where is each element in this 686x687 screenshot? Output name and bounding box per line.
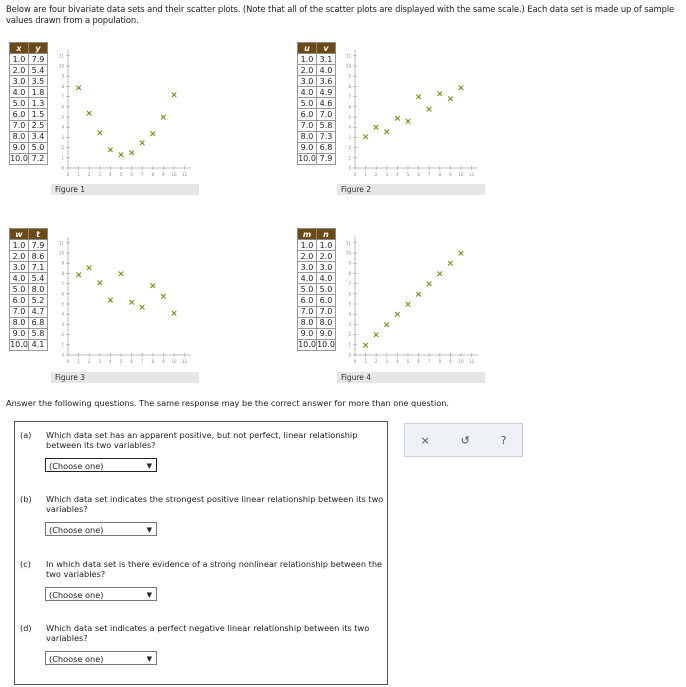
- x-tick-label: 2: [87, 172, 91, 177]
- instructions: Answer the following questions. The same response may be the correct answer for more than one question.: [6, 398, 450, 408]
- question-label: (a): [20, 430, 32, 440]
- question-label: (d): [20, 623, 32, 633]
- dataset-3: [9, 228, 48, 351]
- y-tick-label: 6: [348, 104, 351, 110]
- x-tick-label: 11: [469, 172, 475, 177]
- x-tick-label: 9: [162, 359, 165, 364]
- x-tick-label: 11: [182, 359, 188, 364]
- x-tick-label: 7: [140, 172, 144, 177]
- data-point: ×: [372, 123, 380, 134]
- y-tick-label: 7: [61, 281, 64, 287]
- y-tick-label: 7: [348, 94, 351, 100]
- x-tick-label: 11: [469, 359, 475, 364]
- y-tick-label: 0: [348, 352, 351, 358]
- figure-label: Figure 1: [55, 185, 86, 194]
- y-tick-label: 3: [61, 134, 64, 140]
- data-point: ×: [361, 340, 370, 351]
- y-tick-label: 10: [345, 250, 351, 256]
- y-tick-label: 9: [348, 260, 351, 266]
- data-point: ×: [138, 303, 146, 314]
- x-tick-label: 9: [449, 359, 452, 364]
- x-tick-label: 6: [417, 172, 420, 177]
- x-tick-label: 3: [98, 172, 102, 177]
- data-point: ×: [106, 145, 115, 156]
- data-point: ×: [457, 249, 465, 259]
- y-tick-label: 4: [61, 311, 64, 317]
- data-point: ×: [425, 279, 433, 290]
- dataset-2: [297, 42, 336, 165]
- x-tick-label: 5: [406, 172, 410, 177]
- x-tick-label: 1: [77, 359, 80, 364]
- data-point: ×: [372, 330, 380, 341]
- data-point: ×: [393, 114, 402, 125]
- x-tick-label: 8: [151, 359, 155, 364]
- data-table: x y 1.0 7.9 2.0 5.4 3.0 3.5 4.0 1.8 5.0 1.3 6.0 1.5 7.0 2.5 8.0 3.4 9.0 5.0 10.0 7.2: [9, 42, 48, 165]
- y-tick-label: 3: [348, 321, 351, 327]
- x-tick-label: 10: [458, 359, 464, 364]
- y-tick-label: 0: [61, 352, 64, 358]
- x-tick-label: 8: [438, 172, 442, 177]
- data-point: ×: [446, 259, 455, 270]
- question-text: In which data set is there evidence of a strong nonlinear relationship between the two variables?: [46, 559, 383, 579]
- question-text: Which data set indicates the strongest positive linear relationship between its two variables?: [46, 494, 384, 514]
- question-label: (c): [20, 559, 31, 569]
- data-point: ×: [383, 127, 391, 138]
- y-tick-label: 11: [58, 240, 64, 246]
- data-table: u v 1.0 3.1 2.0 4.0 3.0 3.6 4.0 4.9 5.0 4.6 6.0 7.0 7.0 5.8 8.0 7.3 9.0 6.8 10.0 7.9: [297, 42, 336, 165]
- data-table: w t 1.0 7.9 2.0 8.6 3.0 7.1 4.0 5.4 5.0 8.0 6.0 5.2 7.0 4.7 8.0 6.8 9.0 5.8 10.0 4.1: [9, 228, 48, 351]
- data-point: ×: [170, 90, 178, 101]
- data-point: ×: [404, 300, 412, 310]
- data-point: ×: [436, 269, 444, 280]
- x-tick-label: 10: [458, 172, 464, 177]
- data-point: ×: [383, 320, 391, 331]
- x-tick-label: 4: [109, 359, 112, 364]
- data-point: ×: [149, 281, 157, 292]
- answer-select-a[interactable]: (Choose one) ▼: [45, 458, 157, 472]
- intro-text: Below are four bivariate data sets and their scatter plots. (Note that all of the scatter plots are displayed with the same scale.) Each data set is made up of sample values drawn from a population.: [6, 4, 675, 25]
- x-tick-label: 7: [427, 359, 431, 364]
- scatter-plot-1: [60, 48, 200, 178]
- y-tick-label: 11: [345, 53, 351, 59]
- x-tick-label: 8: [151, 172, 155, 177]
- x-tick-label: 3: [98, 359, 102, 364]
- figure-label: Figure 2: [341, 185, 372, 194]
- y-tick-label: 2: [61, 332, 64, 338]
- dataset-1: [9, 42, 48, 165]
- answer-select-c[interactable]: (Choose one) ▼: [45, 587, 157, 601]
- x-tick-label: 7: [140, 359, 144, 364]
- data-point: ×: [404, 117, 412, 128]
- x-tick-label: 1: [364, 359, 367, 364]
- y-tick-label: 6: [61, 104, 64, 110]
- y-tick-label: 11: [345, 240, 351, 246]
- y-tick-label: 9: [348, 73, 351, 79]
- x-tick-label: 2: [87, 359, 91, 364]
- y-tick-label: 6: [61, 291, 64, 297]
- scatter-plot-3: [60, 235, 200, 365]
- y-tick-label: 5: [348, 114, 351, 120]
- question-box: [14, 421, 388, 685]
- x-tick-label: 0: [66, 359, 70, 364]
- data-table: m n 1.0 1.0 2.0 2.0 3.0 3.0 4.0 4.0 5.0 5.0 6.0 6.0 7.0 7.0 8.0 8.0 9.0 9.0 10.0 10.0: [298, 229, 335, 350]
- x-tick-label: 1: [77, 172, 80, 177]
- x-tick-label: 0: [66, 172, 70, 177]
- question-text: Which data set indicates a perfect negative linear relationship between its two variables?: [46, 623, 370, 643]
- y-tick-label: 10: [58, 63, 64, 69]
- x-tick-label: 4: [396, 172, 399, 177]
- y-tick-label: 8: [348, 270, 351, 276]
- y-tick-label: 11: [58, 53, 64, 59]
- scatter-plot-4: [347, 235, 487, 365]
- x-tick-label: 5: [406, 359, 410, 364]
- x-tick-label: 4: [109, 172, 112, 177]
- x-tick-label: 6: [417, 359, 420, 364]
- y-tick-label: 1: [61, 155, 64, 161]
- y-tick-label: 0: [348, 165, 351, 171]
- question-text: Which data set has an apparent positive, but not perfect, linear relationship between its two variables?: [46, 430, 358, 450]
- y-tick-label: 10: [58, 250, 64, 256]
- data-point: ×: [138, 138, 146, 149]
- x-tick-label: 11: [182, 172, 188, 177]
- y-tick-label: 7: [348, 281, 351, 287]
- data-point: ×: [425, 104, 433, 115]
- y-tick-label: 5: [348, 301, 351, 307]
- figure-label: Figure 3: [55, 373, 86, 382]
- y-tick-label: 2: [348, 145, 351, 151]
- y-tick-label: 1: [61, 342, 64, 348]
- y-tick-label: 5: [61, 114, 64, 120]
- x-tick-label: 2: [374, 359, 378, 364]
- data-point: ×: [117, 269, 125, 280]
- data-point: ×: [457, 83, 465, 94]
- figure-label: Figure 4: [341, 373, 372, 382]
- y-tick-label: 8: [61, 83, 64, 89]
- y-tick-label: 6: [348, 291, 351, 297]
- x-tick-label: 10: [171, 172, 177, 177]
- undo-button[interactable]: ↺: [460, 433, 470, 447]
- y-tick-label: 9: [61, 260, 64, 266]
- clear-button[interactable]: ×: [420, 433, 430, 447]
- x-tick-label: 5: [119, 359, 123, 364]
- answer-select-d[interactable]: (Choose one) ▼: [45, 651, 157, 665]
- y-tick-label: 9: [61, 73, 64, 79]
- scatter-plot-2: [347, 48, 487, 178]
- y-tick-label: 4: [348, 311, 351, 317]
- y-tick-label: 0: [61, 165, 64, 171]
- y-tick-label: 10: [345, 63, 351, 69]
- data-point: ×: [414, 92, 423, 103]
- x-tick-label: 8: [438, 359, 442, 364]
- y-tick-label: 4: [348, 124, 351, 130]
- y-tick-label: 5: [61, 301, 64, 307]
- data-point: ×: [159, 291, 168, 302]
- x-tick-label: 4: [396, 359, 399, 364]
- data-point: ×: [127, 148, 136, 159]
- data-point: ×: [393, 310, 402, 321]
- dataset-4: [297, 228, 336, 351]
- x-tick-label: 3: [385, 172, 389, 177]
- x-tick-label: 9: [162, 172, 165, 177]
- data-point: ×: [149, 129, 157, 140]
- x-tick-label: 3: [385, 359, 389, 364]
- data-point: ×: [96, 278, 104, 289]
- data-point: ×: [85, 263, 93, 274]
- data-point: ×: [446, 94, 455, 105]
- data-point: ×: [96, 128, 104, 139]
- data-point: ×: [106, 295, 115, 306]
- x-tick-label: 10: [171, 359, 177, 364]
- data-point: ×: [127, 297, 136, 308]
- action-panel: [404, 423, 523, 457]
- y-tick-label: 1: [348, 155, 351, 161]
- x-tick-label: 0: [353, 359, 357, 364]
- data-point: ×: [74, 270, 83, 281]
- x-tick-label: 9: [449, 172, 452, 177]
- data-point: ×: [170, 309, 178, 320]
- question-label: (b): [20, 494, 32, 504]
- y-tick-label: 3: [348, 134, 351, 140]
- y-tick-label: 8: [61, 270, 64, 276]
- data-point: ×: [361, 132, 370, 143]
- data-point: ×: [85, 108, 93, 119]
- x-tick-label: 5: [119, 172, 123, 177]
- y-tick-label: 4: [61, 124, 64, 130]
- help-button[interactable]: ?: [500, 433, 507, 447]
- x-tick-label: 7: [427, 172, 431, 177]
- y-tick-label: 3: [61, 321, 64, 327]
- data-point: ×: [159, 113, 168, 123]
- y-tick-label: 2: [348, 332, 351, 338]
- data-point: ×: [436, 89, 444, 100]
- data-point: ×: [74, 83, 83, 94]
- y-tick-label: 2: [61, 145, 64, 151]
- x-tick-label: 2: [374, 172, 378, 177]
- x-tick-label: 0: [353, 172, 357, 177]
- x-tick-label: 1: [364, 172, 367, 177]
- data-point: ×: [414, 289, 423, 300]
- x-tick-label: 6: [130, 359, 133, 364]
- y-tick-label: 7: [61, 94, 64, 100]
- data-point: ×: [117, 150, 125, 161]
- y-tick-label: 1: [348, 342, 351, 348]
- y-tick-label: 8: [348, 83, 351, 89]
- answer-select-b[interactable]: (Choose one) ▼: [45, 522, 157, 536]
- x-tick-label: 6: [130, 172, 133, 177]
